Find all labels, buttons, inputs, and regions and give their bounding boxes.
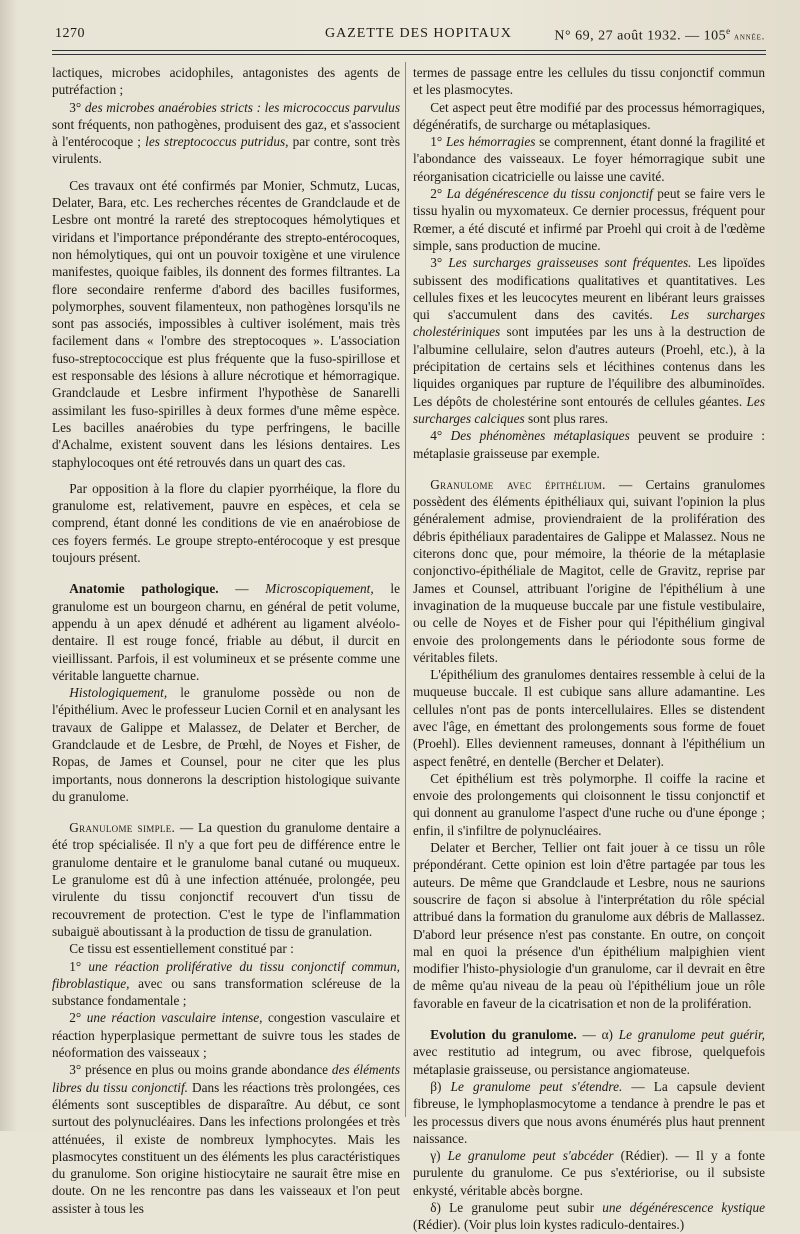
running-header — [55, 26, 765, 48]
paragraph: Par opposition à la flore du clapier pyorrhéique, la flore du granulome est, relativement, pauvre en espèces, et cela se comprend, étant donné les conditions de vie en anaérobiose de ces foyers fermés. Le groupe strepto-entérocoque y est presque toujours présent. — [52, 480, 400, 566]
list-item: 1° Les hémorragies se comprennent, étant donné la fragilité et l'abondance des vaisseaux. Le foyer hémorragique subit une réorganisation cicatricielle ou laisse une cavité. — [413, 134, 765, 184]
paragraph: termes de passage entre les cellules du tissu conjonctif commun et les plasmocytes. — [413, 65, 765, 98]
paragraph: L'épithélium des granulomes dentaires ressemble à celui de la muqueuse buccale. Il est cubique sans allure adamantine. Les cellules n'ont pas de ponts intercellulaires. Elles se distendent avec l'âge, en émettant des prolongements sous forme de fouet (Proehl). Elles deviennent rameuses, donnant à l'épithélium un aspect fenêtré, en dentelle (Bercher et Delater). — [413, 667, 765, 769]
journal-title: GAZETTE DES HOPITAUX — [325, 26, 512, 41]
header-rule-top — [52, 50, 766, 51]
paragraph: 3° des microbes anaérobies stricts : les micrococcus parvulus sont fréquents, non pathogènes, produisent des gaz, et s'associent à l'entérocoque ; les streptococcus putridus, par contre, sont très virulents. — [52, 99, 400, 167]
section-heading: Anatomie pathologique. — [69, 581, 219, 597]
list-item: 3° Les surcharges graisseuses sont fréquentes. Les lipoïdes subissent des modifications qualitatives et quantitatives. Les cellules fixes et les leucocytes meurent en libérant leurs graisses qui s'accumulent dans des cavités. Les surcharges cholestériniques sont imputées par les uns à la destruction de l'albumine cellulaire, selon d'autres auteurs (Proehl, etc.), à la précipitation de certains sels et lécithines contenus dans les liquides organiques par rupture de l'équilibre des albuminoïdes. Les dépôts de cholestérine sont entourés de cellules géantes. Les surcharges calciques sont plus rares. — [413, 255, 765, 426]
section-anatomie: Anatomie pathologique. — Microscopiquement, le granulome est un bourgeon charnu, en général de petit volume, appendu à un apex dénudé et adhérent au ligament alvéolo-dentaire. Il est rouge foncé, friable au début, il durcit en vieillissant. Parfois, il est volumineux et se présente comme une véritable languette charnue. — [52, 581, 401, 683]
list-item: 4° Des phénomènes métaplasiques peuvent se produire : métaplasie graisseuse par exemple. — [413, 428, 765, 461]
list-item: 3° présence en plus ou moins grande abondance des éléments libres du tissu conjonctif. Dans les réactions très prolongées, ces éléments sont susceptibles de disparaître. Au début, ce sont surtout des polynucléaires. Dans les infections prolongées et très atténuées, il existe de nombreux lymphocytes. Mais les plasmocytes constituent un des éléments les plus caractéristiques du granulome. Son origine histiocytaire ne saurait être mise en doute. On ne les rencontre pas dans les vaisseaux et l'on peut assister à tous les — [52, 1062, 401, 1216]
section-evolution: Evolution du granulome. — α) Le granulome peut guérir, avec restitutio ad integrum, ou avec fibrose, quelquefois métaplasie graisseuse, ou persistance angiomateuse. — [413, 1027, 765, 1077]
list-item: 2° La dégénérescence du tissu conjonctif peut se faire vers le tissu hyalin ou myxomateux. Ce dernier processus, fréquent pour Rœmer, a été discuté et infirmé par Proehl qui croit à de l'œdème simple, sans production de mucine. — [413, 186, 765, 253]
paragraph: Histologiquement, le granulome possède ou non de l'épithélium. Avec le professeur Lucien Cornil et en analysant les travaux de Galippe et Malassez, de Delater et Bercher, de Grandclaude et de Lesbre, de Prœhl, de Noyes et Fisher, de Ropas, de James et Counsel, pour ne citer que les plus importants, nous donnerons la description histologique suivante du granulome. — [52, 685, 400, 804]
column-divider — [405, 62, 406, 1117]
paragraph: Ce tissu est essentiellement constitué par : — [69, 941, 294, 957]
section-heading: Evolution du granulome. — [430, 1027, 577, 1043]
list-item: 2° une réaction vasculaire intense, congestion vasculaire et réaction hyperplasique permettant de suivre tous les stades de néoformation des vaisseaux ; — [52, 1010, 401, 1061]
page-number: 1270 — [55, 26, 85, 41]
paragraph: Delater et Bercher, Tellier ont fait jouer à ce tissu un rôle prépondérant. Cette opinion est loin d'être partagée par tous les auteurs. De même que Grandclaude et Lesbre, nous ne saurions souscrire de façon si absolue à l'interprétation du rôle spécial attribué dans la formation du granulome aux débris de Mallassez. D'abord leur présence n'est pas constante. En outre, on conçoit mal en quoi la présence d'un épithélium malpighien vient modifier l'histo-physiologie d'un granulome, car il devrait en être de même qu'au niveau de la peau où l'épithélium joue un rôle favorable en faveur de la cicatrisation et non de la prolifération. — [413, 840, 765, 1011]
paragraph: lactiques, microbes acidophiles, antagonistes des agents de putréfaction ; — [52, 65, 400, 98]
paragraph: Ces travaux ont été confirmés par Monier, Schmutz, Lucas, Delater, Bara, etc. Les recherches récentes de Grandclaude et de Lesbre ont montré la rareté des streptocoques hémolytiques et viridans et l'importance prépondérante des strepto-entérocoques, non hémolytiques, qui ont un pouvoir toxigène et une virulence manifestes, quoique faibles, ils donnent des formes filtrantes. La flore secondaire renferme d'abord des bacilles fusiformes, polymorphes, souvent filamenteux, non pathogènes lorsqu'ils ne sont pas associés, impossibles à cultiver isolément, mais très facilement dans « l'ombre des streptocoques ». L'association fuso-streptococcique est plus fréquente que la fuso-spirillose et est responsable des lésions à allure nécrotique et hémorragique. Grandclaude et Lesbre infirment l'hypothèse de Sanarelli assimilant les fuso-spirilles à deux formes d'une même espèce. Les bacilles anaérobies du type perfringens, le bacille d'Achalme, existent souvent dans les lésions dentaires. Les staphylocoques ont été retrouvés dans un quart des cas. — [52, 177, 400, 470]
right-column — [413, 64, 765, 1234]
issue-info: N° 69, 27 août 1932. — 105e année. — [554, 26, 765, 44]
list-item: γ) Le granulome peut s'abcéder (Rédier). — Il y a fonte purulente du granulome. Ce pus s'extériorise, ou il subsiste enkysté, véritable abcès borgne. — [413, 1148, 765, 1198]
list-item: δ) Le granulome peut subir une dégénérescence kystique (Rédier). (Voir plus loin kystes radiculo-dentaires.) — [413, 1200, 765, 1233]
paragraph: Cet épithélium est très polymorphe. Il coiffe la racine et envoie des prolongements qui cloisonnent le tissu conjonctif et qui donnent au granulome l'aspect d'une ruche ou d'une éponge ; enfin, il s'infiltre de polynucléaires. — [413, 770, 765, 838]
paragraph: Cet aspect peut être modifié par des processus hémorragiques, dégénératifs, de surcharge ou métaplasiques. — [413, 99, 765, 132]
left-column — [52, 64, 400, 1217]
section-heading: Granulome avec épithélium. — [430, 476, 606, 492]
list-item: 1° une réaction proliférative du tissu conjonctif commun, fibroblastique, avec ou sans transformation scléreuse de la substance fondamentale ; — [52, 958, 401, 1009]
section-heading: Granulome simple. — [69, 820, 176, 836]
section-granulome-simple: Granulome simple. — La question du granulome dentaire a été trop spécialisée. Il n'y a que fort peu de différence entre le granulome dentaire et le granulome banal cutané ou muqueux. Le granulome est dû à une infection atténuée, prolongée, peu virulente du tissu conjonctif recouvert d'un tissu de recouvrement de protection. C'est le type de l'inflammation subaiguë aboutissant à la production de tissu de granulation. — [52, 820, 401, 939]
section-granulome-epithelium: Granulome avec épithélium. — Certains granulomes possèdent des éléments épithéliaux qui, suivant l'opinion la plus généralement admise, proviendraient de la prolifération des débris épithéliaux paradentaires de Galippe et Malassez. Nous ne citerons donc que, pour mémoire, la théorie de la métaplasie conjonctivo-épithéliale de Magitot, celle de Gravitz, reprise par James et Counsel, attribuant l'origine de l'épithélium à une invagination de la muqueuse buccale par une fistule vestibulaire, ou celle de Noyes et de Fisher pour qui l'épithélium gingival envoie des prolongements dans le périodonte sous forme de véritables filets. — [413, 476, 765, 665]
list-item: β) Le granulome peut s'étendre. — La capsule devient fibreuse, le lymphoplasmocytome a tendance à prendre le pas et les processus divers que nous avons énumérés plus haut prennent naissance. — [413, 1078, 765, 1146]
header-rule-bottom — [52, 54, 766, 55]
